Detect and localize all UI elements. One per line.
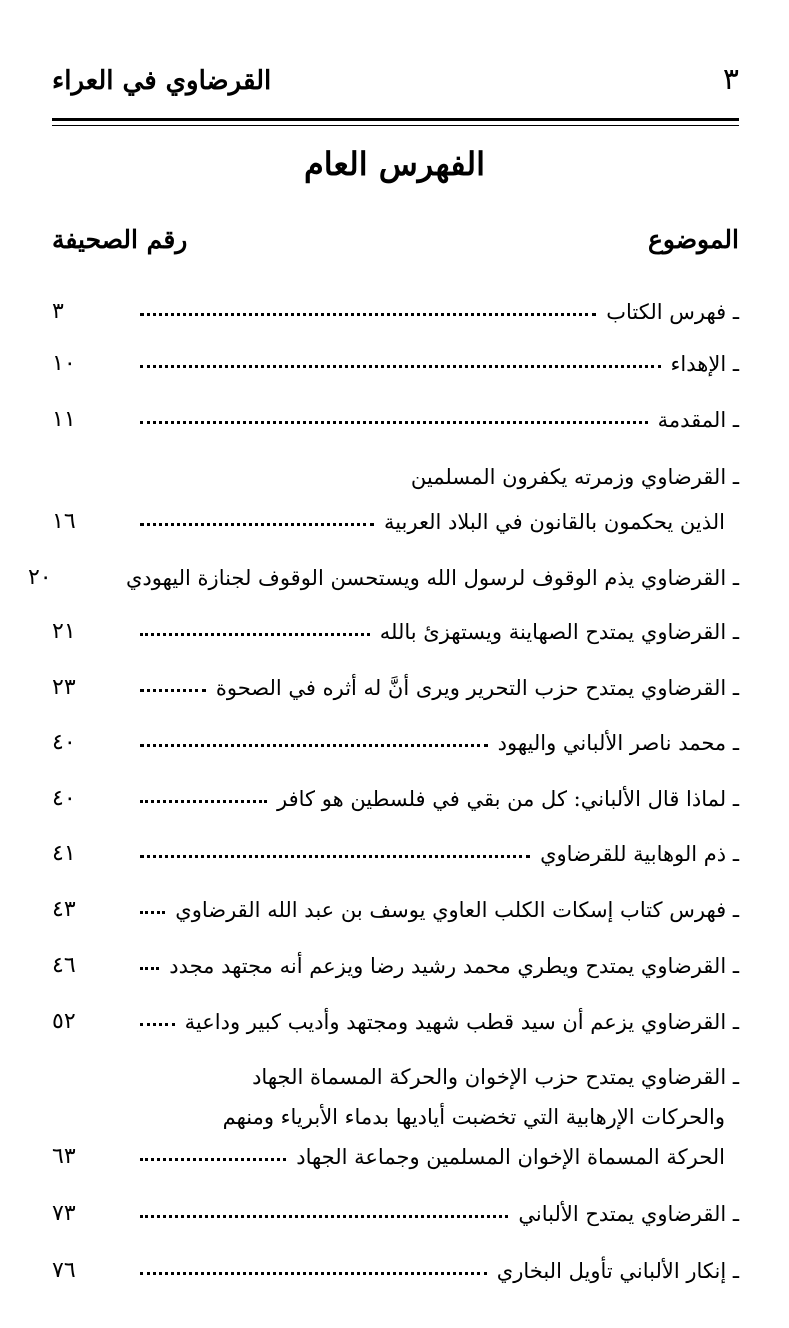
index-entry <box>52 944 739 978</box>
index-entry <box>52 1000 739 1034</box>
entry-text: الذين يحكمون بالقانون في البلاد العربية <box>383 510 725 534</box>
index-entry <box>52 290 739 324</box>
entry-page-number: ١٠ <box>52 351 76 376</box>
index-entry <box>52 1135 739 1169</box>
dot-leader <box>140 855 530 858</box>
dot-leader <box>140 421 648 424</box>
running-title: القرضاوي في العراء <box>52 66 272 96</box>
index-entry <box>27 556 739 590</box>
index-entry <box>52 610 739 644</box>
entry-page-number: ٥٢ <box>52 1009 76 1034</box>
entry-text: ـ القرضاوي وزمرته يكفرون المسلمين <box>410 465 739 489</box>
entry-text: ـ القرضاوي يمتدح الصهاينة ويستهزئ بالله <box>379 620 739 644</box>
entry-text: ـ القرضاوي يمتدح ويطري محمد رشيد رضا ويزعم أنه مجتهد مجدد <box>169 954 739 978</box>
dot-leader <box>140 1272 487 1275</box>
entry-text: ـ إنكار الألباني تأويل البخاري <box>496 1259 739 1283</box>
entry-page-number: ٢٣ <box>52 675 76 700</box>
index-entry-line <box>52 455 739 489</box>
dot-leader <box>140 365 661 368</box>
entry-text: ـ فهرس كتاب إسكات الكلب العاوي يوسف بن عبد الله القرضاوي <box>175 898 739 922</box>
index-entry-line <box>52 1055 739 1089</box>
entry-page-number: ٢٠ <box>27 565 52 590</box>
index-entry <box>52 777 739 811</box>
index-entry <box>52 832 739 866</box>
entry-text: ـ القرضاوي يمتدح الألباني <box>518 1202 739 1226</box>
entry-page-number: ٧٣ <box>52 1201 76 1226</box>
index-entry <box>52 888 739 922</box>
dot-leader <box>140 1023 175 1026</box>
entry-text: ـ لماذا قال الألباني: كل من بقي في فلسطين هو كافر <box>277 787 739 811</box>
column-header-topic: الموضوع <box>648 225 739 254</box>
page-number: ٣ <box>722 62 739 97</box>
entry-text: ـ القرضاوي يمتدح حزب الإخوان والحركة المسماة الجهاد <box>252 1065 739 1089</box>
entry-text: ـ المقدمة <box>657 408 739 432</box>
entry-page-number: ٤٠ <box>52 730 76 755</box>
dot-leader <box>140 523 374 526</box>
entry-page-number: ٣ <box>52 299 64 324</box>
dot-leader <box>140 1158 286 1161</box>
index-entry <box>52 342 739 376</box>
index-entry <box>52 1192 739 1226</box>
dot-leader <box>140 911 165 914</box>
dot-leader <box>140 633 370 636</box>
entry-page-number: ٢١ <box>52 619 76 644</box>
index-entry <box>52 666 739 700</box>
index-entries <box>27 0 739 1328</box>
entry-page-number: ١١ <box>52 407 76 432</box>
index-entry <box>52 398 739 432</box>
column-header-page: رقم الصحيفة <box>52 225 188 254</box>
dot-leader <box>140 744 488 747</box>
dot-leader <box>140 689 206 692</box>
index-entry <box>52 721 739 755</box>
entry-text: ـ القرضاوي يمتدح حزب التحرير ويرى أنَّ له أثره في الصحوة <box>215 676 739 700</box>
entry-text: والحركات الإرهابية التي تخضبت أياديها بدماء الأبرياء ومنهم <box>222 1105 725 1129</box>
dot-leader <box>140 1215 508 1218</box>
entry-text: الحركة المسماة الإخوان المسلمين وجماعة الجهاد <box>296 1145 725 1169</box>
entry-text: ـ الإهداء <box>670 352 739 376</box>
entry-text: ـ فهرس الكتاب <box>606 300 739 324</box>
dot-leader <box>140 967 159 970</box>
index-entry-line <box>52 1095 739 1129</box>
entry-text: ـ ذم الوهابية للقرضاوي <box>540 842 739 866</box>
entry-page-number: ١٦ <box>52 509 76 534</box>
entry-text: ـ القرضاوي يذم الوقوف لرسول الله ويستحسن الوقوف لجنازة اليهودي <box>125 566 739 590</box>
entry-text: ـ القرضاوي يزعم أن سيد قطب شهيد ومجتهد وأديب كبير وداعية <box>184 1010 739 1034</box>
entry-page-number: ٤٣ <box>52 897 76 922</box>
index-title: الفهرس العام <box>303 145 486 183</box>
dot-leader <box>140 313 596 316</box>
entry-page-number: ٤٠ <box>52 786 76 811</box>
entry-page-number: ٤١ <box>52 841 76 866</box>
entry-page-number: ٦٣ <box>52 1144 76 1169</box>
entry-text: ـ محمد ناصر الألباني واليهود <box>497 731 739 755</box>
entry-page-number: ٤٦ <box>52 953 76 978</box>
index-entry <box>52 1249 739 1283</box>
entry-page-number: ٧٦ <box>52 1258 76 1283</box>
dot-leader <box>140 800 267 803</box>
index-entry <box>52 500 739 534</box>
